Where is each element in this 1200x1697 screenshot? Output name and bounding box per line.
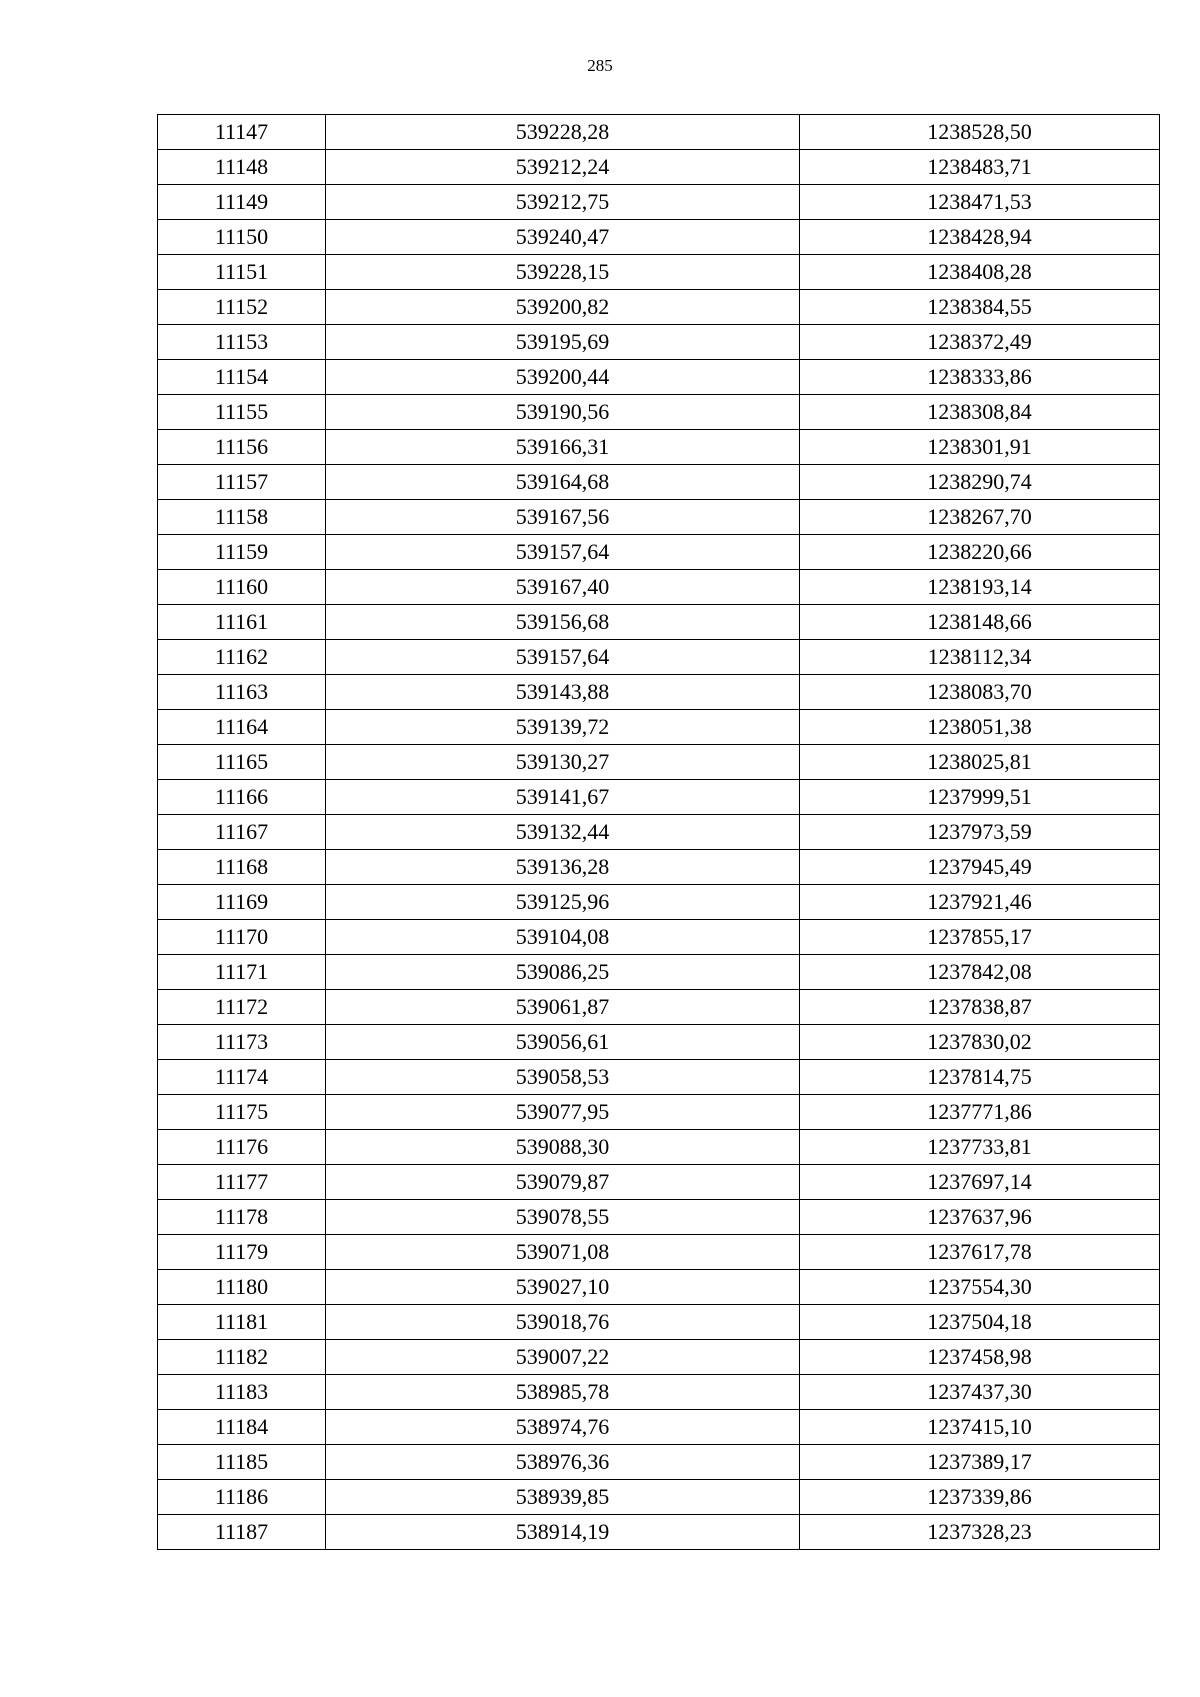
point-number-cell: 11159 <box>158 535 326 570</box>
y-coordinate-cell: 1237697,14 <box>800 1165 1160 1200</box>
y-coordinate-cell: 1237554,30 <box>800 1270 1160 1305</box>
x-coordinate-cell: 539079,87 <box>326 1165 800 1200</box>
x-coordinate-cell: 539156,68 <box>326 605 800 640</box>
page-number: 285 <box>587 56 613 75</box>
x-coordinate-cell: 539130,27 <box>326 745 800 780</box>
y-coordinate-cell: 1238372,49 <box>800 325 1160 360</box>
point-number-cell: 11162 <box>158 640 326 675</box>
y-coordinate-cell: 1238308,84 <box>800 395 1160 430</box>
x-coordinate-cell: 539212,75 <box>326 185 800 220</box>
point-number-cell: 11175 <box>158 1095 326 1130</box>
y-coordinate-cell: 1238193,14 <box>800 570 1160 605</box>
x-coordinate-cell: 539077,95 <box>326 1095 800 1130</box>
table-row <box>158 1235 1160 1270</box>
y-coordinate-cell: 1237771,86 <box>800 1095 1160 1130</box>
y-coordinate-cell: 1237437,30 <box>800 1375 1160 1410</box>
point-number-cell: 11177 <box>158 1165 326 1200</box>
table-row <box>158 1375 1160 1410</box>
x-coordinate-cell: 538914,19 <box>326 1515 800 1550</box>
x-coordinate-cell: 539240,47 <box>326 220 800 255</box>
point-number-cell: 11150 <box>158 220 326 255</box>
point-number-cell: 11151 <box>158 255 326 290</box>
table-row <box>158 360 1160 395</box>
table-row <box>158 920 1160 955</box>
point-number-cell: 11166 <box>158 780 326 815</box>
x-coordinate-cell: 539132,44 <box>326 815 800 850</box>
table-row <box>158 1445 1160 1480</box>
x-coordinate-cell: 539200,44 <box>326 360 800 395</box>
x-coordinate-cell: 539228,15 <box>326 255 800 290</box>
y-coordinate-cell: 1237617,78 <box>800 1235 1160 1270</box>
y-coordinate-cell: 1237838,87 <box>800 990 1160 1025</box>
x-coordinate-cell: 539027,10 <box>326 1270 800 1305</box>
y-coordinate-cell: 1237504,18 <box>800 1305 1160 1340</box>
x-coordinate-cell: 539157,64 <box>326 640 800 675</box>
table-row <box>158 535 1160 570</box>
table-row <box>158 150 1160 185</box>
y-coordinate-cell: 1237921,46 <box>800 885 1160 920</box>
table-row <box>158 1340 1160 1375</box>
x-coordinate-cell: 539136,28 <box>326 850 800 885</box>
point-number-cell: 11165 <box>158 745 326 780</box>
y-coordinate-cell: 1238083,70 <box>800 675 1160 710</box>
y-coordinate-cell: 1237458,98 <box>800 1340 1160 1375</box>
x-coordinate-cell: 539164,68 <box>326 465 800 500</box>
y-coordinate-cell: 1237842,08 <box>800 955 1160 990</box>
x-coordinate-cell: 538976,36 <box>326 1445 800 1480</box>
point-number-cell: 11148 <box>158 150 326 185</box>
y-coordinate-cell: 1238483,71 <box>800 150 1160 185</box>
x-coordinate-cell: 539157,64 <box>326 535 800 570</box>
table-row <box>158 885 1160 920</box>
x-coordinate-cell: 539058,53 <box>326 1060 800 1095</box>
x-coordinate-cell: 539088,30 <box>326 1130 800 1165</box>
point-number-cell: 11169 <box>158 885 326 920</box>
table-row <box>158 1270 1160 1305</box>
table-row <box>158 1130 1160 1165</box>
point-number-cell: 11158 <box>158 500 326 535</box>
point-number-cell: 11185 <box>158 1445 326 1480</box>
y-coordinate-cell: 1238267,70 <box>800 500 1160 535</box>
table-row <box>158 745 1160 780</box>
y-coordinate-cell: 1238428,94 <box>800 220 1160 255</box>
point-number-cell: 11168 <box>158 850 326 885</box>
table-row <box>158 1410 1160 1445</box>
point-number-cell: 11161 <box>158 605 326 640</box>
y-coordinate-cell: 1238301,91 <box>800 430 1160 465</box>
y-coordinate-cell: 1237945,49 <box>800 850 1160 885</box>
table-row <box>158 990 1160 1025</box>
table-row <box>158 1165 1160 1200</box>
point-number-cell: 11152 <box>158 290 326 325</box>
point-number-cell: 11174 <box>158 1060 326 1095</box>
point-number-cell: 11182 <box>158 1340 326 1375</box>
x-coordinate-cell: 539190,56 <box>326 395 800 430</box>
point-number-cell: 11149 <box>158 185 326 220</box>
point-number-cell: 11187 <box>158 1515 326 1550</box>
table-row <box>158 1515 1160 1550</box>
table-row <box>158 640 1160 675</box>
x-coordinate-cell: 539167,40 <box>326 570 800 605</box>
y-coordinate-cell: 1238471,53 <box>800 185 1160 220</box>
table-row <box>158 675 1160 710</box>
table-row <box>158 220 1160 255</box>
x-coordinate-cell: 539086,25 <box>326 955 800 990</box>
point-number-cell: 11181 <box>158 1305 326 1340</box>
y-coordinate-cell: 1238112,34 <box>800 640 1160 675</box>
x-coordinate-cell: 539139,72 <box>326 710 800 745</box>
x-coordinate-cell: 539078,55 <box>326 1200 800 1235</box>
point-number-cell: 11186 <box>158 1480 326 1515</box>
table-row <box>158 710 1160 745</box>
y-coordinate-cell: 1238384,55 <box>800 290 1160 325</box>
x-coordinate-cell: 539007,22 <box>326 1340 800 1375</box>
table-row <box>158 1305 1160 1340</box>
y-coordinate-cell: 1238220,66 <box>800 535 1160 570</box>
table-row <box>158 465 1160 500</box>
y-coordinate-cell: 1238051,38 <box>800 710 1160 745</box>
point-number-cell: 11176 <box>158 1130 326 1165</box>
table-row <box>158 605 1160 640</box>
point-number-cell: 11173 <box>158 1025 326 1060</box>
point-number-cell: 11156 <box>158 430 326 465</box>
point-number-cell: 11184 <box>158 1410 326 1445</box>
table-row <box>158 815 1160 850</box>
x-coordinate-cell: 539071,08 <box>326 1235 800 1270</box>
y-coordinate-cell: 1237830,02 <box>800 1025 1160 1060</box>
y-coordinate-cell: 1237814,75 <box>800 1060 1160 1095</box>
table-row <box>158 395 1160 430</box>
point-number-cell: 11178 <box>158 1200 326 1235</box>
table-row <box>158 290 1160 325</box>
y-coordinate-cell: 1237733,81 <box>800 1130 1160 1165</box>
y-coordinate-cell: 1237339,86 <box>800 1480 1160 1515</box>
y-coordinate-cell: 1237328,23 <box>800 1515 1160 1550</box>
x-coordinate-cell: 538939,85 <box>326 1480 800 1515</box>
x-coordinate-cell: 539200,82 <box>326 290 800 325</box>
point-number-cell: 11153 <box>158 325 326 360</box>
table-row <box>158 1480 1160 1515</box>
y-coordinate-cell: 1238290,74 <box>800 465 1160 500</box>
table-row <box>158 955 1160 990</box>
point-number-cell: 11179 <box>158 1235 326 1270</box>
x-coordinate-cell: 539167,56 <box>326 500 800 535</box>
table-row <box>158 430 1160 465</box>
y-coordinate-cell: 1238148,66 <box>800 605 1160 640</box>
point-number-cell: 11154 <box>158 360 326 395</box>
y-coordinate-cell: 1238408,28 <box>800 255 1160 290</box>
x-coordinate-cell: 539061,87 <box>326 990 800 1025</box>
point-number-cell: 11164 <box>158 710 326 745</box>
point-number-cell: 11157 <box>158 465 326 500</box>
y-coordinate-cell: 1237415,10 <box>800 1410 1160 1445</box>
table-row <box>158 1095 1160 1130</box>
table-row <box>158 1200 1160 1235</box>
y-coordinate-cell: 1238333,86 <box>800 360 1160 395</box>
point-number-cell: 11155 <box>158 395 326 430</box>
table-row <box>158 500 1160 535</box>
coordinates-table <box>157 114 1160 1550</box>
table-row <box>158 780 1160 815</box>
table-row <box>158 185 1160 220</box>
x-coordinate-cell: 539212,24 <box>326 150 800 185</box>
point-number-cell: 11180 <box>158 1270 326 1305</box>
x-coordinate-cell: 539125,96 <box>326 885 800 920</box>
y-coordinate-cell: 1237999,51 <box>800 780 1160 815</box>
table-row <box>158 1060 1160 1095</box>
x-coordinate-cell: 539166,31 <box>326 430 800 465</box>
y-coordinate-cell: 1237389,17 <box>800 1445 1160 1480</box>
y-coordinate-cell: 1238528,50 <box>800 115 1160 150</box>
point-number-cell: 11183 <box>158 1375 326 1410</box>
x-coordinate-cell: 538985,78 <box>326 1375 800 1410</box>
point-number-cell: 11171 <box>158 955 326 990</box>
y-coordinate-cell: 1237855,17 <box>800 920 1160 955</box>
coordinates-table-body <box>158 115 1160 1550</box>
y-coordinate-cell: 1238025,81 <box>800 745 1160 780</box>
table-row <box>158 115 1160 150</box>
table-row <box>158 850 1160 885</box>
point-number-cell: 11172 <box>158 990 326 1025</box>
x-coordinate-cell: 538974,76 <box>326 1410 800 1445</box>
table-row <box>158 1025 1160 1060</box>
point-number-cell: 11167 <box>158 815 326 850</box>
table-row <box>158 325 1160 360</box>
x-coordinate-cell: 539056,61 <box>326 1025 800 1060</box>
table-row <box>158 255 1160 290</box>
x-coordinate-cell: 539018,76 <box>326 1305 800 1340</box>
y-coordinate-cell: 1237973,59 <box>800 815 1160 850</box>
point-number-cell: 11170 <box>158 920 326 955</box>
point-number-cell: 11147 <box>158 115 326 150</box>
x-coordinate-cell: 539195,69 <box>326 325 800 360</box>
table-row <box>158 570 1160 605</box>
x-coordinate-cell: 539104,08 <box>326 920 800 955</box>
x-coordinate-cell: 539143,88 <box>326 675 800 710</box>
point-number-cell: 11160 <box>158 570 326 605</box>
point-number-cell: 11163 <box>158 675 326 710</box>
y-coordinate-cell: 1237637,96 <box>800 1200 1160 1235</box>
x-coordinate-cell: 539141,67 <box>326 780 800 815</box>
x-coordinate-cell: 539228,28 <box>326 115 800 150</box>
